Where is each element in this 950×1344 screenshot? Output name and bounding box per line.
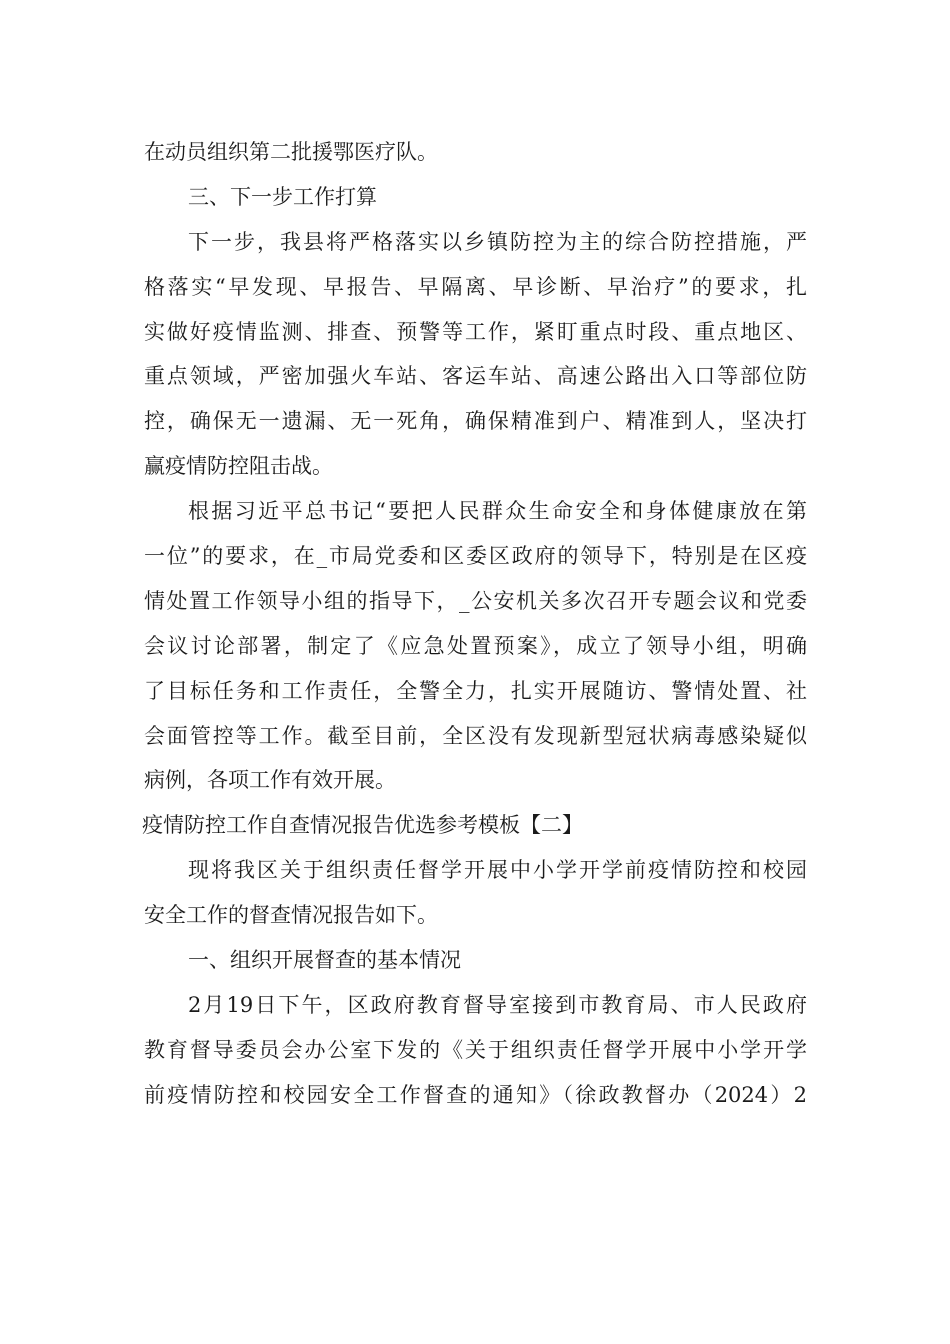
paragraph-line: 重点领域，严密加强火车站、客运车站、高速公路出入口等部位防 bbox=[144, 364, 807, 389]
paragraph-line: 一位”的要求，在_市局党委和区委区政府的领导下，特别是在区疫 bbox=[144, 544, 807, 569]
paragraph-line: 实做好疫情监测、排查、预警等工作，紧盯重点时段、重点地区、 bbox=[144, 319, 807, 344]
paragraph-line: 安全工作的督查情况报告如下。 bbox=[144, 903, 438, 928]
paragraph-line: 会议讨论部署，制定了《应急处置预案》，成立了领导小组，明确 bbox=[144, 633, 807, 658]
paragraph-line: 在动员组织第二批援鄂医疗队。 bbox=[144, 140, 438, 164]
paragraph-line: 控，确保无一遗漏、无一死角，确保精准到户、精准到人，坚决打 bbox=[144, 409, 807, 434]
paragraph-line: 前疫情防控和校园安全工作督查的通知》（徐政教督办（2024）2 bbox=[144, 1082, 807, 1107]
paragraph-line: 2月19日下午，区政府教育督导室接到市教育局、市人民政府 bbox=[188, 992, 807, 1017]
section-heading: 一、组织开展督查的基本情况 bbox=[188, 948, 461, 973]
paragraph-line: 下一步，我县将严格落实以乡镇防控为主的综合防控措施，严 bbox=[188, 229, 807, 254]
section-heading: 三、下一步工作打算 bbox=[188, 184, 377, 209]
paragraph-line: 格落实“早发现、早报告、早隔离、早诊断、早治疗”的要求，扎 bbox=[144, 274, 807, 299]
document-title: 疫情防控工作自查情况报告优选参考模板【二】 bbox=[142, 813, 583, 838]
document-body bbox=[144, 130, 807, 1118]
paragraph-line: 现将我区关于组织责任督学开展中小学开学前疫情防控和校园 bbox=[188, 858, 807, 883]
paragraph-line: 会面管控等工作。截至目前，全区没有发现新型冠状病毒感染疑似 bbox=[144, 723, 807, 748]
paragraph-line: 赢疫情防控阻击战。 bbox=[144, 454, 333, 479]
paragraph-line: 教育督导委员会办公室下发的《关于组织责任督学开展中小学开学 bbox=[144, 1037, 807, 1062]
paragraph-line: 情处置工作领导小组的指导下，_公安机关多次召开专题会议和党委 bbox=[144, 588, 807, 613]
paragraph-line: 病例，各项工作有效开展。 bbox=[144, 768, 396, 793]
paragraph-line: 了目标任务和工作责任，全警全力，扎实开展随访、警情处置、社 bbox=[144, 678, 807, 703]
paragraph-line: 根据习近平总书记“要把人民群众生命安全和身体健康放在第 bbox=[188, 499, 807, 524]
